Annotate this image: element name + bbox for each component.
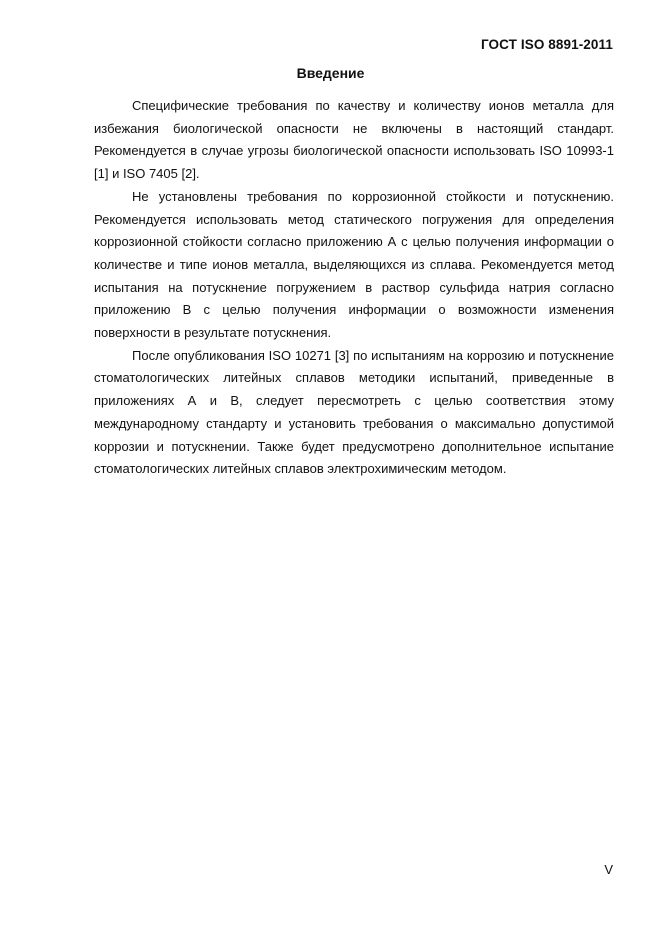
paragraph: После опубликования ISO 10271 [3] по испытаниям на коррозию и потускнение стоматологических литейных сплавов методики испытаний, приведенные в приложениях А и В, следует пересмотреть с целью соответствия этому международному стандарту и установить требования о максимально допустимой коррозии и потускнении. Также будет предусмотрено дополнительное испытание стоматологических литейных сплавов электрохимическим методом. — [94, 347, 614, 477]
body-text — [94, 95, 614, 481]
page-number: V — [604, 862, 613, 877]
paragraph: Специфические требования по качеству и количеству ионов металла для избежания биологической опасности не включены в настоящий стандарт. Рекомендуется в случае угрозы биологической опасности использовать ISO 10993-1 [1] и ISO 7405 [2]. — [94, 98, 614, 182]
paragraph: Не установлены требования по коррозионной стойкости и потускнению. Рекомендуется использовать метод статического погружения для определения коррозионной стойкости согласно приложению А с целью получения информации о количестве и типе ионов металла, выделяющихся из сплава. Рекомендуется метод испытания на потускнение погружением в раствор сульфида натрия согласно приложению В с целью получения информации о возможности изменения поверхности в результате потускнения. — [94, 188, 614, 341]
document-code: ГОСТ ISO 8891-2011 — [480, 37, 613, 52]
section-title: Введение — [296, 65, 365, 81]
